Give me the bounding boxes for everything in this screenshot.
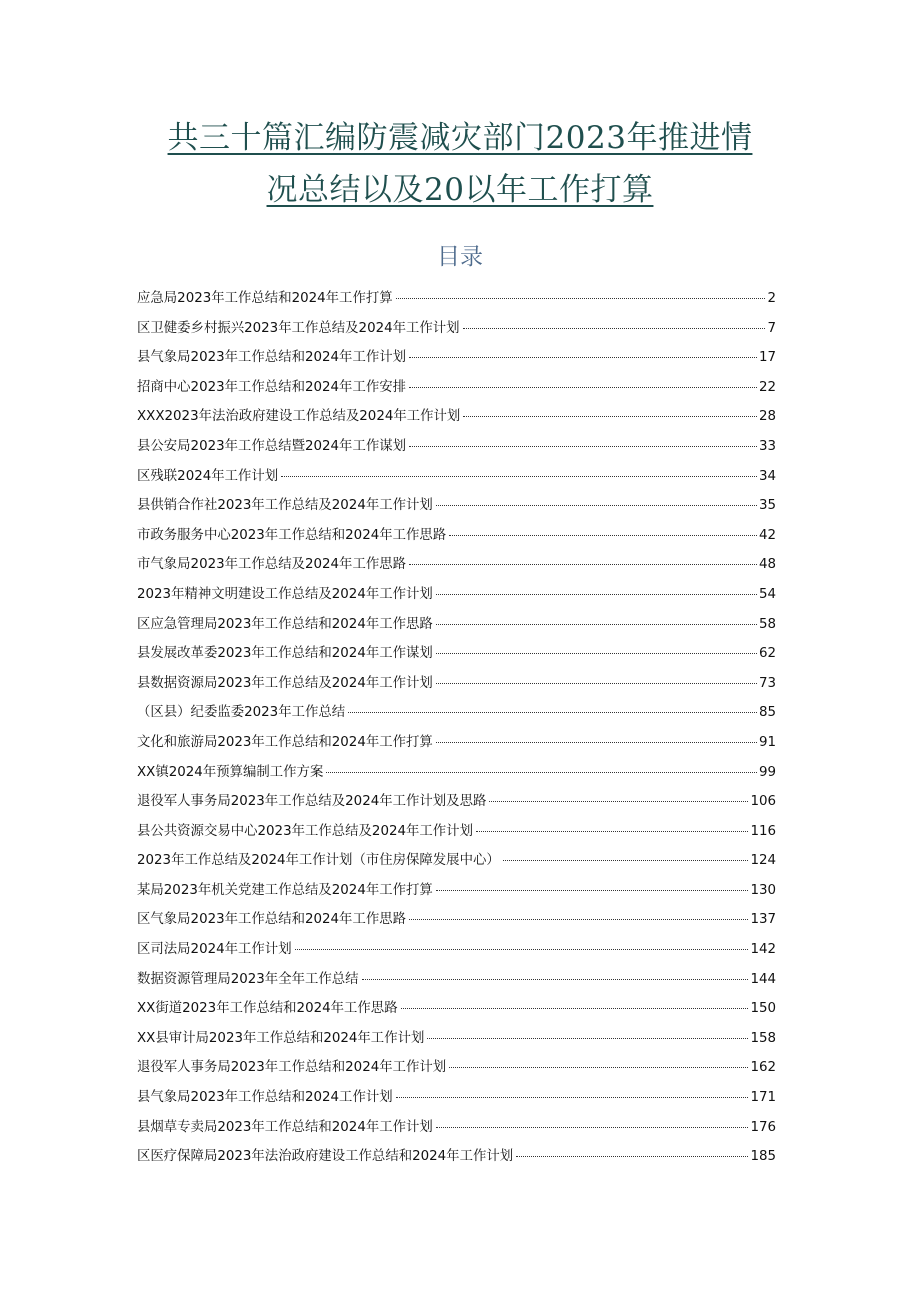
toc-entry-title: 区应急管理局2023年工作总结和2024年工作思路 <box>137 616 433 632</box>
toc-dot-leader <box>476 830 748 832</box>
toc-entry-page-number: 185 <box>750 1149 776 1165</box>
document-title-line-1: 共三十篇汇编防震减灾部门2023年推进情 <box>167 120 753 156</box>
toc-entry[interactable] <box>137 550 776 580</box>
toc-entry-title: 数据资源管理局2023年全年工作总结 <box>137 971 359 987</box>
toc-entry-title: 区卫健委乡村振兴2023年工作总结及2024年工作计划 <box>137 320 460 336</box>
toc-entry-page-number: 58 <box>758 616 776 632</box>
toc-entry[interactable] <box>137 965 776 995</box>
toc-entry[interactable] <box>137 639 776 669</box>
toc-entry-title: 退役军人事务局2023年工作总结和2024年工作计划 <box>137 1060 447 1076</box>
toc-entry[interactable] <box>137 491 776 521</box>
toc-dot-leader <box>409 563 757 565</box>
toc-entry-page-number: 137 <box>750 912 776 928</box>
toc-entry[interactable] <box>137 905 776 935</box>
toc-dot-leader <box>348 711 757 713</box>
toc-entry[interactable] <box>137 1142 776 1172</box>
toc-dot-leader <box>436 652 757 654</box>
toc-entry-title: XX镇2024年预算编制工作方案 <box>137 764 324 780</box>
toc-entry-title: （区县）纪委监委2023年工作总结 <box>137 705 346 721</box>
toc-entry-page-number: 28 <box>758 409 776 425</box>
toc-entry-page-number: 124 <box>750 853 776 869</box>
toc-entry[interactable] <box>137 462 776 492</box>
toc-entry-page-number: 73 <box>758 675 776 691</box>
toc-entry-title: 区司法局2024年工作计划 <box>137 942 292 958</box>
toc-entry[interactable] <box>137 402 776 432</box>
toc-entry[interactable] <box>137 432 776 462</box>
toc-dot-leader <box>436 623 757 625</box>
toc-entry-page-number: 85 <box>758 705 776 721</box>
document-title-line-2: 况总结以及20以年工作打算 <box>266 172 654 208</box>
document-title <box>140 112 780 216</box>
toc-dot-leader <box>295 948 749 950</box>
toc-dot-leader <box>409 386 757 388</box>
toc-dot-leader <box>463 327 766 329</box>
toc-entry-title: 某局2023年机关党建工作总结及2024年工作打算 <box>137 882 433 898</box>
toc-entry-title: 市气象局2023年工作总结及2024年工作思路 <box>137 557 407 573</box>
toc-entry-page-number: 48 <box>758 557 776 573</box>
toc-entry[interactable] <box>137 1024 776 1054</box>
toc-entry-page-number: 130 <box>750 882 776 898</box>
toc-dot-leader <box>436 504 757 506</box>
toc-entry-page-number: 176 <box>750 1119 776 1135</box>
toc-dot-leader <box>396 297 766 299</box>
toc-entry-title: 县公共资源交易中心2023年工作总结及2024年工作计划 <box>137 823 473 839</box>
toc-entry-page-number: 144 <box>750 971 776 987</box>
toc-entry[interactable] <box>137 669 776 699</box>
toc-entry-title: 区残联2024年工作计划 <box>137 468 279 484</box>
toc-dot-leader <box>436 593 757 595</box>
toc-heading: 目录 <box>437 244 483 270</box>
toc-entry-page-number: 142 <box>750 942 776 958</box>
toc-entry-title: 县发展改革委2023年工作总结和2024年工作谋划 <box>137 646 433 662</box>
toc-entry-page-number: 99 <box>758 764 776 780</box>
toc-entry-title: 市政务服务中心2023年工作总结和2024年工作思路 <box>137 527 447 543</box>
toc-entry-page-number: 22 <box>758 379 776 395</box>
toc-entry[interactable] <box>137 817 776 847</box>
toc-dot-leader <box>427 1037 748 1039</box>
toc-entry[interactable] <box>137 343 776 373</box>
toc-entry-title: XXX2023年法治政府建设工作总结及2024年工作计划 <box>137 409 461 425</box>
toc-entry-title: 2023年工作总结及2024年工作计划（市住房保障发展中心） <box>137 853 500 869</box>
toc-entry-title: XX县审计局2023年工作总结和2024年工作计划 <box>137 1030 425 1046</box>
toc-entry[interactable] <box>137 758 776 788</box>
toc-entry[interactable] <box>137 521 776 551</box>
toc-entry-page-number: 158 <box>750 1030 776 1046</box>
toc-entry-page-number: 42 <box>758 527 776 543</box>
toc-entry-page-number: 171 <box>750 1090 776 1106</box>
toc-dot-leader <box>463 415 757 417</box>
toc-dot-leader <box>409 445 757 447</box>
toc-entry-page-number: 162 <box>750 1060 776 1076</box>
toc-entry-title: 退役军人事务局2023年工作总结及2024年工作计划及思路 <box>137 794 487 810</box>
toc-entry[interactable] <box>137 846 776 876</box>
toc-entry-title: 县气象局2023年工作总结和2024工作计划 <box>137 1090 393 1106</box>
toc-dot-leader <box>362 978 749 980</box>
toc-entry-page-number: 34 <box>758 468 776 484</box>
toc-entry[interactable] <box>137 314 776 344</box>
toc-dot-leader <box>436 889 749 891</box>
toc-dot-leader <box>449 534 757 536</box>
toc-entry[interactable] <box>137 373 776 403</box>
toc-dot-leader <box>436 1126 749 1128</box>
toc-entry-title: 区医疗保障局2023年法治政府建设工作总结和2024年工作计划 <box>137 1149 514 1165</box>
toc-dot-leader <box>436 682 757 684</box>
toc-entry-page-number: 54 <box>758 586 776 602</box>
toc-entry[interactable] <box>137 698 776 728</box>
toc-entry-page-number: 17 <box>758 350 776 366</box>
toc-entry-title: 应急局2023年工作总结和2024年工作打算 <box>137 291 393 306</box>
toc-entry-title: XX街道2023年工作总结和2024年工作思路 <box>137 1001 398 1017</box>
toc-dot-leader <box>489 800 748 802</box>
toc-dot-leader <box>409 356 757 358</box>
toc-entry[interactable] <box>137 580 776 610</box>
toc-entry[interactable] <box>137 610 776 640</box>
toc-dot-leader <box>409 918 748 920</box>
toc-dot-leader <box>436 741 757 743</box>
toc-entry[interactable] <box>137 284 776 314</box>
toc-entry-page-number: 35 <box>758 498 776 514</box>
toc-entry-title: 县烟草专卖局2023年工作总结和2024年工作计划 <box>137 1119 433 1135</box>
toc-entry-title: 县数据资源局2023年工作总结及2024年工作计划 <box>137 675 433 691</box>
toc-entry[interactable] <box>137 1113 776 1143</box>
toc-entry-title: 县供销合作社2023年工作总结及2024年工作计划 <box>137 498 433 514</box>
toc-entry[interactable] <box>137 1053 776 1083</box>
toc-dot-leader <box>503 859 749 861</box>
toc-entry[interactable] <box>137 935 776 965</box>
toc-entry-title: 县气象局2023年工作总结和2024年工作计划 <box>137 350 407 366</box>
toc-entry-title: 区气象局2023年工作总结和2024年工作思路 <box>137 912 407 928</box>
toc-entry-page-number: 150 <box>750 1001 776 1017</box>
toc-entry-title: 2023年精神文明建设工作总结及2024年工作计划 <box>137 586 433 602</box>
toc-entry-page-number: 33 <box>758 438 776 454</box>
toc-dot-leader <box>516 1155 748 1157</box>
toc-entry-page-number: 7 <box>767 320 776 336</box>
toc-entry[interactable] <box>137 728 776 758</box>
toc-entry[interactable] <box>137 994 776 1024</box>
toc-entry-page-number: 2 <box>767 291 776 306</box>
toc-entry[interactable] <box>137 1083 776 1113</box>
toc-entry-page-number: 62 <box>758 646 776 662</box>
toc-dot-leader <box>401 1007 749 1009</box>
toc-entry[interactable] <box>137 787 776 817</box>
toc-entry[interactable] <box>137 876 776 906</box>
toc-dot-leader <box>396 1096 749 1098</box>
toc-entry-title: 招商中心2023年工作总结和2024年工作安排 <box>137 379 407 395</box>
toc-entry-page-number: 106 <box>750 794 776 810</box>
toc-entry-title: 文化和旅游局2023年工作总结和2024年工作打算 <box>137 734 433 750</box>
toc-entry-page-number: 116 <box>750 823 776 839</box>
toc-dot-leader <box>449 1066 748 1068</box>
toc-dot-leader <box>281 475 757 477</box>
toc-entry-title: 县公安局2023年工作总结暨2024年工作谋划 <box>137 438 407 454</box>
toc-dot-leader <box>326 771 757 773</box>
toc-entry-page-number: 91 <box>758 734 776 750</box>
table-of-contents <box>137 284 776 1172</box>
